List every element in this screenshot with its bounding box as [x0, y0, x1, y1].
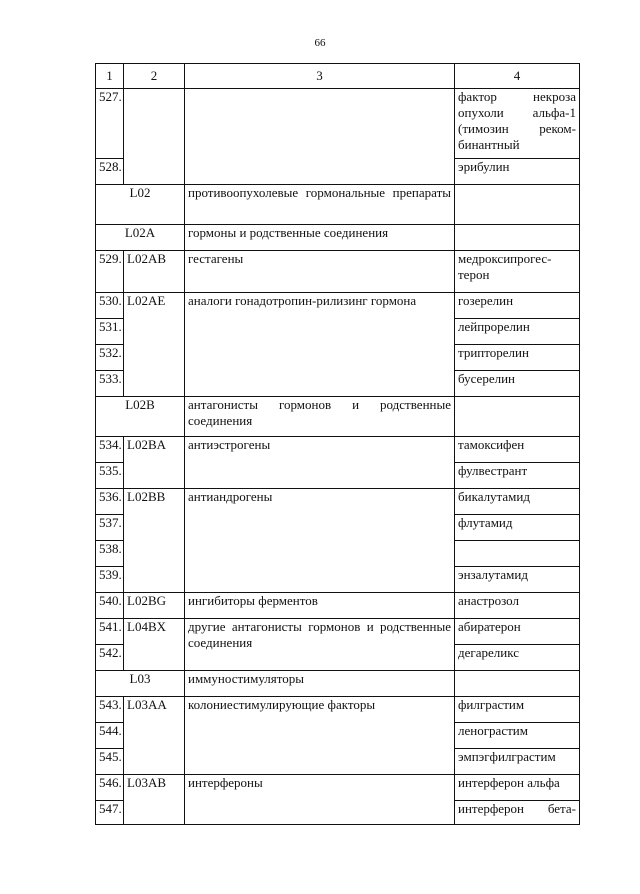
table-row	[96, 775, 580, 801]
row-number: 543.	[96, 697, 124, 723]
drug-name: гозерелин	[455, 293, 580, 319]
row-number: 546.	[96, 775, 124, 801]
table-row	[96, 293, 580, 319]
empty-cell	[455, 397, 580, 437]
row-number: 538.	[96, 541, 124, 567]
row-number: 540.	[96, 593, 124, 619]
drug-name: анастрозол	[455, 593, 580, 619]
description-cell	[185, 89, 455, 185]
row-number: 547.	[96, 801, 124, 825]
row-number: 528.	[96, 159, 124, 185]
group-code: L02B	[96, 397, 185, 437]
atc-code: L02BB	[124, 489, 185, 593]
group-code: L02	[96, 185, 185, 225]
row-number: 541.	[96, 619, 124, 645]
header-col-3: 3	[185, 64, 455, 89]
row-number: 545.	[96, 749, 124, 775]
drug-name: энзалутамид	[455, 567, 580, 593]
group-code: L03	[96, 671, 185, 697]
drug-name: дегареликс	[455, 645, 580, 671]
drug-name: ленограстим	[455, 723, 580, 749]
drug-name-line: бинантный	[458, 137, 520, 152]
table-row	[96, 89, 580, 159]
row-number: 527.	[96, 89, 124, 159]
drug-name	[455, 541, 580, 567]
atc-code: L03AA	[124, 697, 185, 775]
group-description: антагонисты гормонов и родственные соединения	[185, 397, 455, 437]
drug-name-line: фактор некроза	[458, 89, 576, 104]
group-code: L02A	[96, 225, 185, 251]
drug-name-line: (тимозин реком-	[458, 121, 576, 136]
header-col-1: 1	[96, 64, 124, 89]
description: колониестимулирующие факторы	[185, 697, 455, 775]
drug-name: интерферон альфа	[455, 775, 580, 801]
drug-name	[455, 801, 580, 825]
description: антиэстрогены	[185, 437, 455, 489]
page-number: 66	[314, 37, 326, 49]
description: аналоги гонадотропин-рилизинг гормона	[185, 293, 455, 397]
atc-code: L02AE	[124, 293, 185, 397]
drug-name: трипторелин	[455, 345, 580, 371]
group-description: гормоны и родственные соединения	[185, 225, 455, 251]
empty-cell	[455, 225, 580, 251]
drug-name: фулвестрант	[455, 463, 580, 489]
atc-code: L02AB	[124, 251, 185, 293]
drug-name: эрибулин	[455, 159, 580, 185]
row-number: 535.	[96, 463, 124, 489]
row-number: 544.	[96, 723, 124, 749]
row-number: 536.	[96, 489, 124, 515]
group-row	[96, 671, 580, 697]
table-header-row	[96, 64, 580, 89]
row-number: 537.	[96, 515, 124, 541]
description: гестагены	[185, 251, 455, 293]
row-number: 530.	[96, 293, 124, 319]
group-row	[96, 185, 580, 225]
row-number: 533.	[96, 371, 124, 397]
drug-name	[455, 89, 580, 159]
atc-code: L02BG	[124, 593, 185, 619]
atc-code: L04BX	[124, 619, 185, 671]
table-row	[96, 251, 580, 293]
drug-name: бикалутамид	[455, 489, 580, 515]
row-number: 531.	[96, 319, 124, 345]
group-row	[96, 225, 580, 251]
description: антиандрогены	[185, 489, 455, 593]
atc-code: L03AB	[124, 775, 185, 825]
table-row	[96, 593, 580, 619]
drug-name: лейпрорелин	[455, 319, 580, 345]
drug-name: эмпэгфилграстим	[455, 749, 580, 775]
drug-name: абиратерон	[455, 619, 580, 645]
table-row	[96, 619, 580, 645]
row-number: 539.	[96, 567, 124, 593]
empty-cell	[455, 185, 580, 225]
table-row	[96, 437, 580, 463]
header-col-2: 2	[124, 64, 185, 89]
drug-name	[455, 251, 580, 293]
description: интерфероны	[185, 775, 455, 825]
drug-name-line: терон	[458, 267, 490, 282]
row-number: 542.	[96, 645, 124, 671]
drug-name-line: медроксипрогес-	[458, 251, 552, 266]
drug-name-line: опухоли альфа-1	[458, 105, 576, 120]
description: ингибиторы ферментов	[185, 593, 455, 619]
row-number: 534.	[96, 437, 124, 463]
header-col-4: 4	[455, 64, 580, 89]
empty-cell	[455, 671, 580, 697]
group-description: иммуностимуляторы	[185, 671, 455, 697]
drug-name: тамоксифен	[455, 437, 580, 463]
row-number: 529.	[96, 251, 124, 293]
table-row	[96, 697, 580, 723]
drug-name: филграстим	[455, 697, 580, 723]
drug-name: флутамид	[455, 515, 580, 541]
table-row	[96, 489, 580, 515]
drug-name: бусерелин	[455, 371, 580, 397]
group-description: противоопухолевые гормональные препараты	[185, 185, 455, 225]
drug-name-line: интерферон бета-	[458, 801, 576, 816]
row-number: 532.	[96, 345, 124, 371]
description: другие антагонисты гормонов и родственные соединения	[185, 619, 455, 671]
group-row	[96, 397, 580, 437]
atc-code: L02BA	[124, 437, 185, 489]
classification-table	[95, 63, 580, 825]
atc-code-cell	[124, 89, 185, 185]
